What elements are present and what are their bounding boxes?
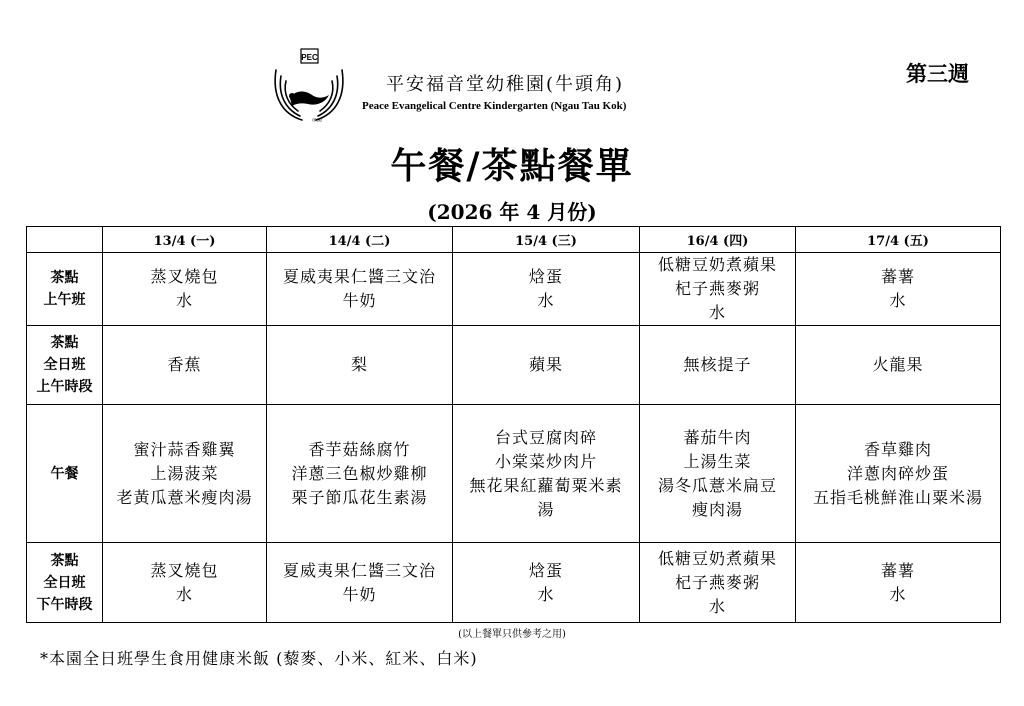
table-row (27, 543, 1001, 623)
school-name-en: Peace Evangelical Centre Kindergarten (Ngau Tau Kok) (362, 100, 627, 112)
logo-text: PEC (301, 53, 318, 62)
menu-cell (267, 543, 453, 623)
row-label (27, 405, 103, 543)
menu-item: 五指毛桃鮮淮山粟米湯 (812, 487, 983, 507)
column-header: 13/4 (一) (103, 227, 267, 253)
row-label (27, 543, 103, 623)
menu-item: 湯 (537, 499, 555, 519)
column-header: 17/4 (五) (796, 227, 1001, 253)
menu-item: 栗子節瓜花生素湯 (291, 487, 428, 507)
menu-item: 蜜汁蒜香雞翼 (133, 439, 236, 459)
menu-item: 老黃瓜薏米瘦肉湯 (116, 487, 253, 507)
menu-item: 洋蔥三色椒炒雞柳 (291, 463, 428, 483)
menu-item: 蒸叉燒包 (150, 267, 219, 286)
menu-item: 水 (537, 584, 555, 604)
menu-item: 水 (889, 584, 907, 604)
menu-cell (103, 543, 267, 623)
menu-cell (640, 326, 796, 405)
row-label-line: 上午班 (43, 292, 86, 308)
header-row (27, 227, 1001, 253)
menu-item: 台式豆腐肉碎 (494, 427, 597, 447)
menu-item: 牛奶 (342, 291, 377, 310)
column-header: 14/4 (二) (267, 227, 453, 253)
menu-cell (796, 405, 1001, 543)
row-label-line: 茶點 (50, 270, 79, 286)
menu-item: 杞子燕麥粥 (674, 279, 760, 298)
corner-cell (27, 227, 103, 253)
row-label (27, 253, 103, 326)
row-label-line: 全日班 (43, 357, 86, 373)
menu-item: 焓蛋 (528, 560, 563, 580)
menu-item: 蕃薯 (880, 267, 915, 286)
menu-item: 夏威夷果仁醬三文治 (282, 267, 436, 286)
row-label-line: 下午時段 (36, 596, 93, 613)
menu-item: 上湯菠菜 (150, 463, 219, 483)
menu-item: 香草雞肉 (863, 439, 932, 459)
menu-item: 蒸叉燒包 (150, 560, 219, 580)
menu-item: 瘦肉湯 (691, 499, 743, 519)
menu-cell (640, 405, 796, 543)
column-header: 15/4 (三) (453, 227, 640, 253)
table-row (27, 253, 1001, 326)
menu-cell (640, 253, 796, 326)
table-row (27, 326, 1001, 405)
menu-cell (453, 326, 640, 405)
menu-item: 水 (537, 291, 555, 310)
menu-cell (796, 326, 1001, 405)
menu-cell (103, 253, 267, 326)
menu-cell (453, 253, 640, 326)
footnote: (以上餐單只供參考之用) (458, 629, 566, 640)
menu-item: 蕃茄牛肉 (683, 427, 752, 447)
menu-cell (103, 405, 267, 543)
menu-item: 低糖豆奶煮蘋果 (657, 548, 777, 568)
menu-item: 火龍果 (872, 355, 924, 374)
menu-cell (267, 326, 453, 405)
row-label-line: 上午時段 (36, 379, 93, 395)
menu-item: 牛奶 (342, 584, 377, 604)
menu-cell (453, 543, 640, 623)
menu-item: 水 (708, 303, 726, 322)
menu-item: 水 (175, 291, 193, 310)
menu-item: 杞子燕麥粥 (674, 572, 760, 592)
table-row (27, 405, 1001, 543)
menu-item: 低糖豆奶煮蘋果 (657, 255, 777, 274)
school-logo (268, 46, 350, 126)
menu-cell (640, 543, 796, 623)
row-label-line: 茶點 (50, 335, 79, 351)
school-name-zh: 平安福音堂幼稚園(牛頭角) (386, 74, 625, 95)
menu-cell (796, 253, 1001, 326)
row-label-line: 午餐 (50, 465, 79, 482)
row-label-line: 茶點 (50, 552, 79, 569)
row-label (27, 326, 103, 405)
menu-item: 湯冬瓜薏米扁豆 (657, 475, 777, 495)
menu-cell (267, 253, 453, 326)
menu-item: 無核提子 (683, 355, 752, 374)
menu-item: 洋蔥肉碎炒蛋 (846, 463, 949, 483)
page-title: 午餐/茶點餐單 (390, 145, 634, 187)
menu-cell (103, 326, 267, 405)
menu-item: 水 (708, 596, 726, 616)
menu-item: 夏威夷果仁醬三文治 (282, 560, 436, 580)
menu-item: 香蕉 (167, 355, 202, 374)
menu-item: 蕃薯 (880, 560, 915, 580)
menu-cell (267, 405, 453, 543)
menu-item: 水 (175, 584, 193, 604)
row-label-line: 全日班 (43, 574, 86, 591)
rice-note: *本園全日班學生食用健康米飯 (藜麥、小米、紅米、白米) (40, 649, 478, 668)
column-header: 16/4 (四) (640, 227, 796, 253)
menu-table (26, 226, 1001, 623)
menu-item: 香芋菇絲腐竹 (308, 439, 411, 459)
menu-item: 梨 (350, 355, 368, 374)
menu-item: 小棠菜炒肉片 (494, 451, 597, 471)
menu-cell (796, 543, 1001, 623)
menu-item: 蘋果 (528, 355, 563, 374)
menu-item: 水 (889, 291, 907, 310)
menu-cell (453, 405, 640, 543)
menu-item: 焓蛋 (528, 267, 563, 286)
menu-item: 無花果紅蘿蔔粟米素 (469, 475, 623, 495)
menu-item: 上湯生菜 (683, 451, 752, 471)
svg-text:ᵐᵉᵈ: ᵐᵉᵈ (312, 118, 322, 125)
week-label: 第三週 (906, 61, 969, 86)
page-subtitle: (2026 年 4 月份) (427, 200, 597, 224)
